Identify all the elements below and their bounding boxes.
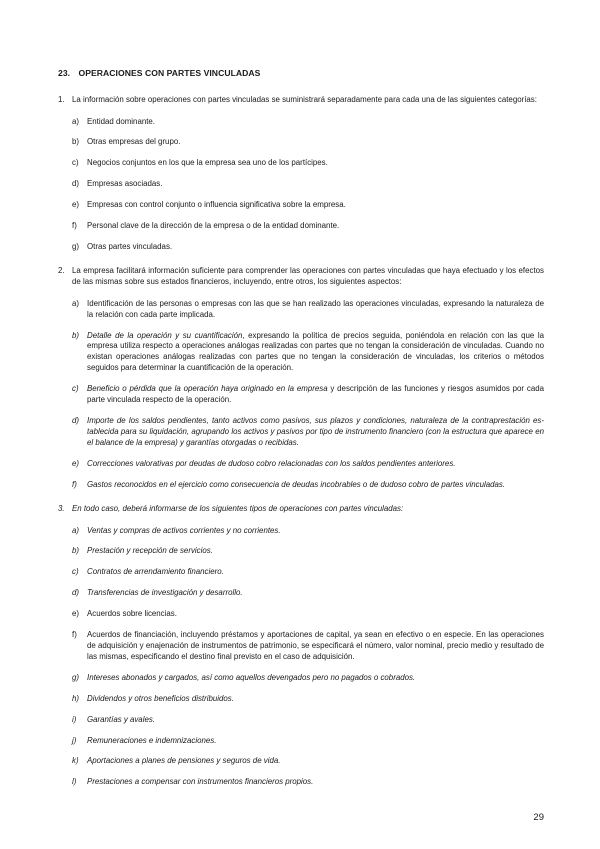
lettered-text — [87, 673, 544, 684]
lettered-marker: g) — [72, 672, 80, 682]
lettered-text — [87, 158, 544, 169]
lettered-item — [72, 480, 544, 491]
text-segment: Negocios conjuntos en los que la empresa sea uno de los partícipes. — [87, 158, 328, 168]
lettered-text — [87, 416, 544, 449]
lettered-text — [87, 609, 544, 620]
lettered-item — [72, 137, 544, 148]
item-marker: 3. — [58, 504, 65, 514]
text-segment: Empresas asociadas. — [87, 179, 163, 189]
numbered-item — [58, 504, 544, 515]
text-segment: Gastos reconocidos en el ejercicio como consecuencia de deudas incobrables o de dudoso cobro de partes vinculadas. — [87, 479, 506, 489]
lettered-marker: i) — [72, 714, 77, 724]
lettered-text — [87, 756, 544, 767]
text-segment: Intereses abonados y cargados, así como aquellos devengados pero no pagados o cobrados. — [87, 672, 416, 682]
text-segment: Correcciones valorativas por deudas de dudoso cobro relacionadas con los saldos pendientes anteriores. — [87, 458, 456, 468]
section-number: 23. — [58, 68, 71, 78]
lettered-marker: f) — [72, 221, 77, 231]
lettered-item — [72, 673, 544, 684]
lettered-text — [87, 546, 544, 557]
item-marker: 1. — [58, 95, 65, 104]
text-segment: Contratos de arrendamiento financiero. — [87, 567, 224, 577]
page-number: 29 — [533, 812, 544, 823]
lettered-text — [87, 630, 544, 663]
lettered-marker: b) — [72, 330, 80, 340]
lettered-text — [87, 384, 544, 406]
text-segment: Beneficio o pérdida que la operación haya originado en la empresa — [87, 384, 328, 394]
lettered-text — [87, 588, 544, 599]
lettered-text — [87, 221, 544, 232]
text-segment: Empresas con control conjunto o influencia significativa sobre la empresa. — [87, 200, 346, 210]
text-segment: Entidad dominante. — [87, 116, 155, 126]
text-segment: Prestación y recepción de servicios. — [87, 546, 213, 556]
lettered-marker: c) — [72, 384, 79, 394]
lettered-marker: a) — [72, 525, 80, 535]
lettered-text — [87, 715, 544, 726]
text-segment: Transferencias de investigación y desarrollo. — [87, 588, 243, 598]
item-list — [58, 95, 544, 788]
lettered-item — [72, 384, 544, 406]
item-text: La empresa facilitará información suficiente para comprender las operaciones con partes vinculadas que haya efectuado y los efectos de las mismas sobre sus estados financieros, incluyendo, entre otros, los siguientes aspectos: — [72, 266, 544, 287]
lettered-item — [72, 221, 544, 232]
lettered-item — [72, 459, 544, 470]
text-segment: Prestaciones a compensar con instrumentos financieros propios. — [87, 777, 314, 787]
numbered-item — [58, 266, 544, 288]
lettered-item — [72, 200, 544, 211]
lettered-marker: j) — [72, 735, 77, 745]
lettered-text — [87, 526, 544, 537]
lettered-item — [72, 609, 544, 620]
lettered-text — [87, 200, 544, 211]
text-segment: Remuneraciones e indemnizaciones. — [87, 735, 217, 745]
lettered-marker: d) — [72, 179, 80, 189]
lettered-item — [72, 567, 544, 578]
text-segment: Otras empresas del grupo. — [87, 137, 181, 147]
text-segment: Acuerdos sobre licencias. — [87, 609, 177, 619]
lettered-text — [87, 179, 544, 190]
item-text: La información sobre operaciones con partes vinculadas se suministrará separadamente para cada una de las siguientes categorías: — [72, 95, 537, 104]
text-segment: Personal clave de la dirección de la empresa o de la entidad dominante. — [87, 221, 340, 231]
text-segment: Garantías y avales. — [87, 714, 155, 724]
text-segment: Otras partes vinculadas. — [87, 241, 173, 251]
lettered-item — [72, 242, 544, 253]
lettered-text — [87, 242, 544, 253]
lettered-item — [72, 630, 544, 663]
lettered-item — [72, 694, 544, 705]
lettered-marker: f) — [72, 630, 77, 640]
lettered-text — [87, 137, 544, 148]
lettered-marker: b) — [72, 546, 80, 556]
lettered-marker: d) — [72, 588, 80, 598]
lettered-item — [72, 546, 544, 557]
lettered-text — [87, 694, 544, 705]
lettered-marker: l) — [72, 777, 77, 787]
lettered-marker: h) — [72, 693, 80, 703]
lettered-text — [87, 299, 544, 321]
lettered-text — [87, 480, 544, 491]
lettered-text — [87, 567, 544, 578]
lettered-text — [87, 736, 544, 747]
lettered-item — [72, 179, 544, 190]
lettered-marker: f) — [72, 479, 77, 489]
lettered-item — [72, 117, 544, 128]
document-page — [58, 68, 544, 802]
lettered-item — [72, 158, 544, 169]
lettered-item — [72, 756, 544, 767]
text-segment: , expresando la política de precios seguida, poniéndola en relación con las que la empresa utiliza respecto a operaciones análogas realizadas con partes que no tengan la consideración de vinculadas. Cuando no existan operaciones análogas realizadas con partes que no tengan la consideración de vinculadas, los criterios o métodos seguidos para determinar la cuantificación de la operación. — [87, 330, 544, 373]
text-segment: Dividendos y otros beneficios distribuidos. — [87, 693, 234, 703]
text-segment: Acuerdos de financiación, incluyendo préstamos y aportaciones de capital, ya sean en efectivo o en especie. En las operaciones de adquisición y enajenación de instrumentos de patrimonio, se especificará el número, valor nominal, precio medio y resultado de las mismas, especificando el destino final previsto en el caso de adquisición. — [87, 630, 544, 661]
lettered-marker: d) — [72, 416, 80, 425]
lettered-text — [87, 331, 544, 375]
lettered-marker: a) — [72, 116, 80, 126]
lettered-item — [72, 736, 544, 747]
item-marker: 2. — [58, 266, 65, 276]
text-segment: y descripción de las funciones y riesgos asumidos por cada parte vinculada respecto de la operación. — [87, 384, 544, 405]
text-segment: Identificación de las personas o empresas con las que se han realizado las operaciones vinculadas, expresando la naturaleza de la relación con cada parte implicada. — [87, 298, 544, 319]
lettered-item — [72, 526, 544, 537]
lettered-item — [72, 331, 544, 375]
lettered-text — [87, 459, 544, 470]
lettered-item — [72, 777, 544, 788]
text-segment: Importe de los saldos pendientes, tanto activos como pasivos, sus plazos y condiciones, naturaleza de la contraprestación establecida para su liquidación, agrupando los activos y pasivos por tipo de instrumento financiero (con la estructura que aparece en el balance de la empresa) y garantías otorgadas o recibidas. — [87, 416, 544, 447]
lettered-marker: e) — [72, 609, 80, 619]
lettered-marker: g) — [72, 241, 80, 251]
lettered-item — [72, 715, 544, 726]
text-segment: Detalle de la operación y su cuantificación — [87, 330, 243, 340]
lettered-marker: e) — [72, 458, 80, 468]
item-text: En todo caso, deberá informarse de los siguientes tipos de operaciones con partes vinculadas: — [72, 504, 404, 514]
lettered-marker: c) — [72, 158, 79, 168]
lettered-text — [87, 777, 544, 788]
numbered-item — [58, 95, 544, 106]
lettered-marker: c) — [72, 567, 79, 577]
text-segment: Ventas y compras de activos corrientes y no corrientes. — [87, 525, 281, 535]
text-segment: Aportaciones a planes de pensiones y seguros de vida. — [87, 756, 281, 766]
lettered-text — [87, 117, 544, 128]
lettered-marker: a) — [72, 298, 80, 308]
lettered-marker: b) — [72, 137, 80, 147]
section-title: OPERACIONES CON PARTES VINCULADAS — [78, 68, 261, 78]
lettered-item — [72, 588, 544, 599]
lettered-marker: e) — [72, 200, 80, 210]
section-heading — [58, 68, 544, 78]
lettered-marker: k) — [72, 756, 79, 766]
lettered-item — [72, 416, 544, 449]
lettered-item — [72, 299, 544, 321]
